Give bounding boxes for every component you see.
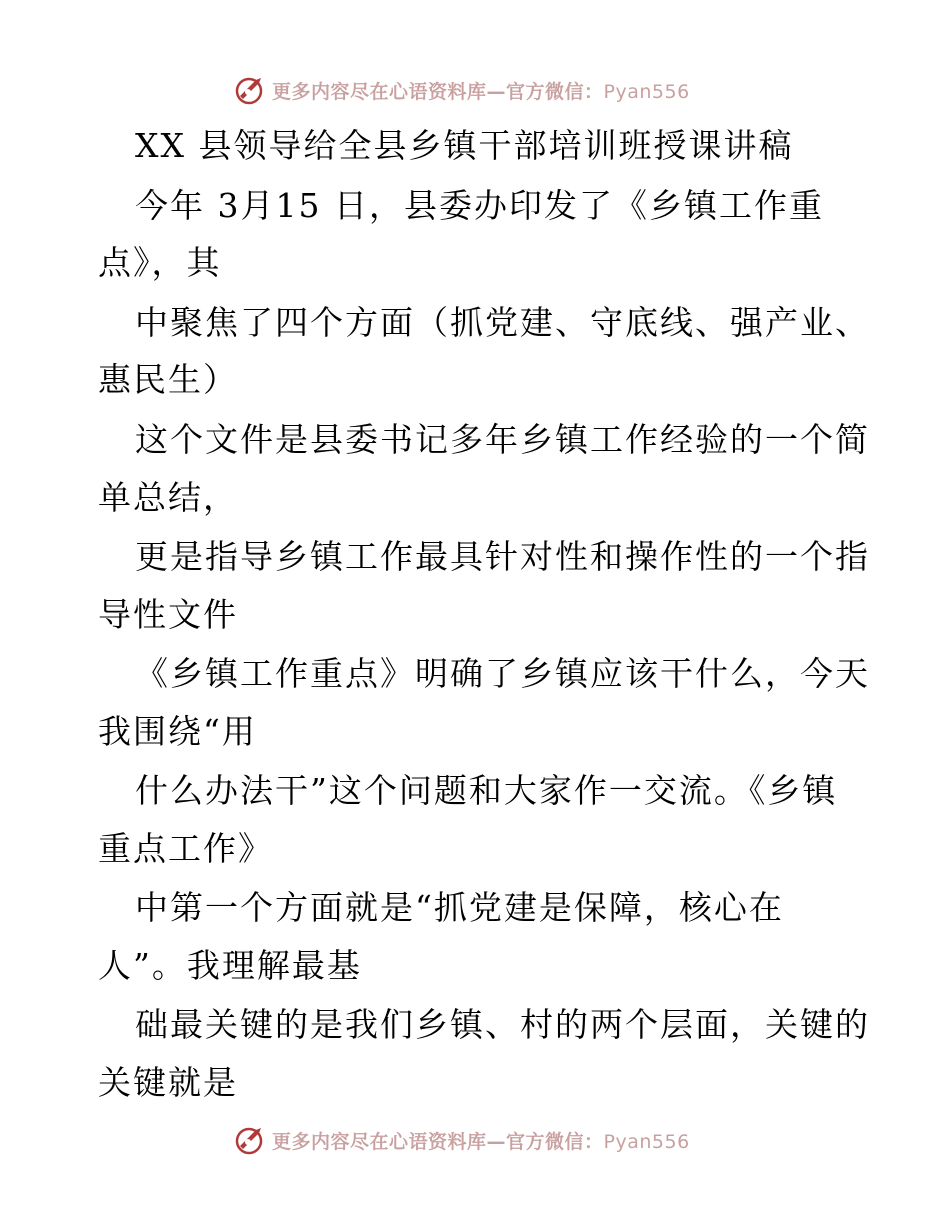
paragraph-line: 关键就是: [98, 1063, 238, 1102]
paragraph-line: 中聚焦了四个方面（抓党建、守底线、强产业、: [135, 303, 870, 342]
watermark-text: 更多内容尽在心语资料库—官方微信：Pyan556: [272, 80, 690, 103]
paragraph-line: 《乡镇工作重点》明确了乡镇应该干什么，今天: [135, 654, 870, 693]
paragraph-line: 什么办法干”这个问题和大家作一交流。《乡镇: [135, 771, 838, 810]
watermark-text: 更多内容尽在心语资料库—官方微信：Pyan556: [272, 1130, 690, 1153]
paragraph-line: 更是指导乡镇工作最具针对性和操作性的一个指: [135, 537, 870, 576]
paragraph-line: 今年 3月15 日，县委办印发了《乡镇工作重: [135, 186, 824, 225]
pen-logo-icon: [234, 1124, 266, 1156]
document-title: XX 县领导给全县乡镇干部培训班授课讲稿: [135, 126, 794, 165]
paragraph-line: 重点工作》: [98, 829, 273, 868]
paragraph-line: 点》，其: [98, 243, 222, 282]
paragraph-line: 人”。我理解最基: [98, 946, 362, 985]
paragraph-line: 础最关键的是我们乡镇、村的两个层面，关键的: [135, 1005, 870, 1044]
paragraph-line: 单总结，: [98, 478, 238, 517]
paragraph-line: 中第一个方面就是“抓党建是保障，核心在: [135, 888, 784, 927]
paragraph-line: 导性文件: [98, 595, 238, 634]
watermark-wechat-id: Pyan556: [603, 80, 690, 103]
paragraph-line: 这个文件是县委书记多年乡镇工作经验的一个简: [135, 420, 870, 459]
footer-watermark: [234, 1122, 690, 1158]
paragraph-line: 惠民生）: [98, 360, 238, 399]
watermark-wechat-id: Pyan556: [603, 1130, 690, 1153]
paragraph-line: 我围绕“用: [98, 712, 257, 751]
